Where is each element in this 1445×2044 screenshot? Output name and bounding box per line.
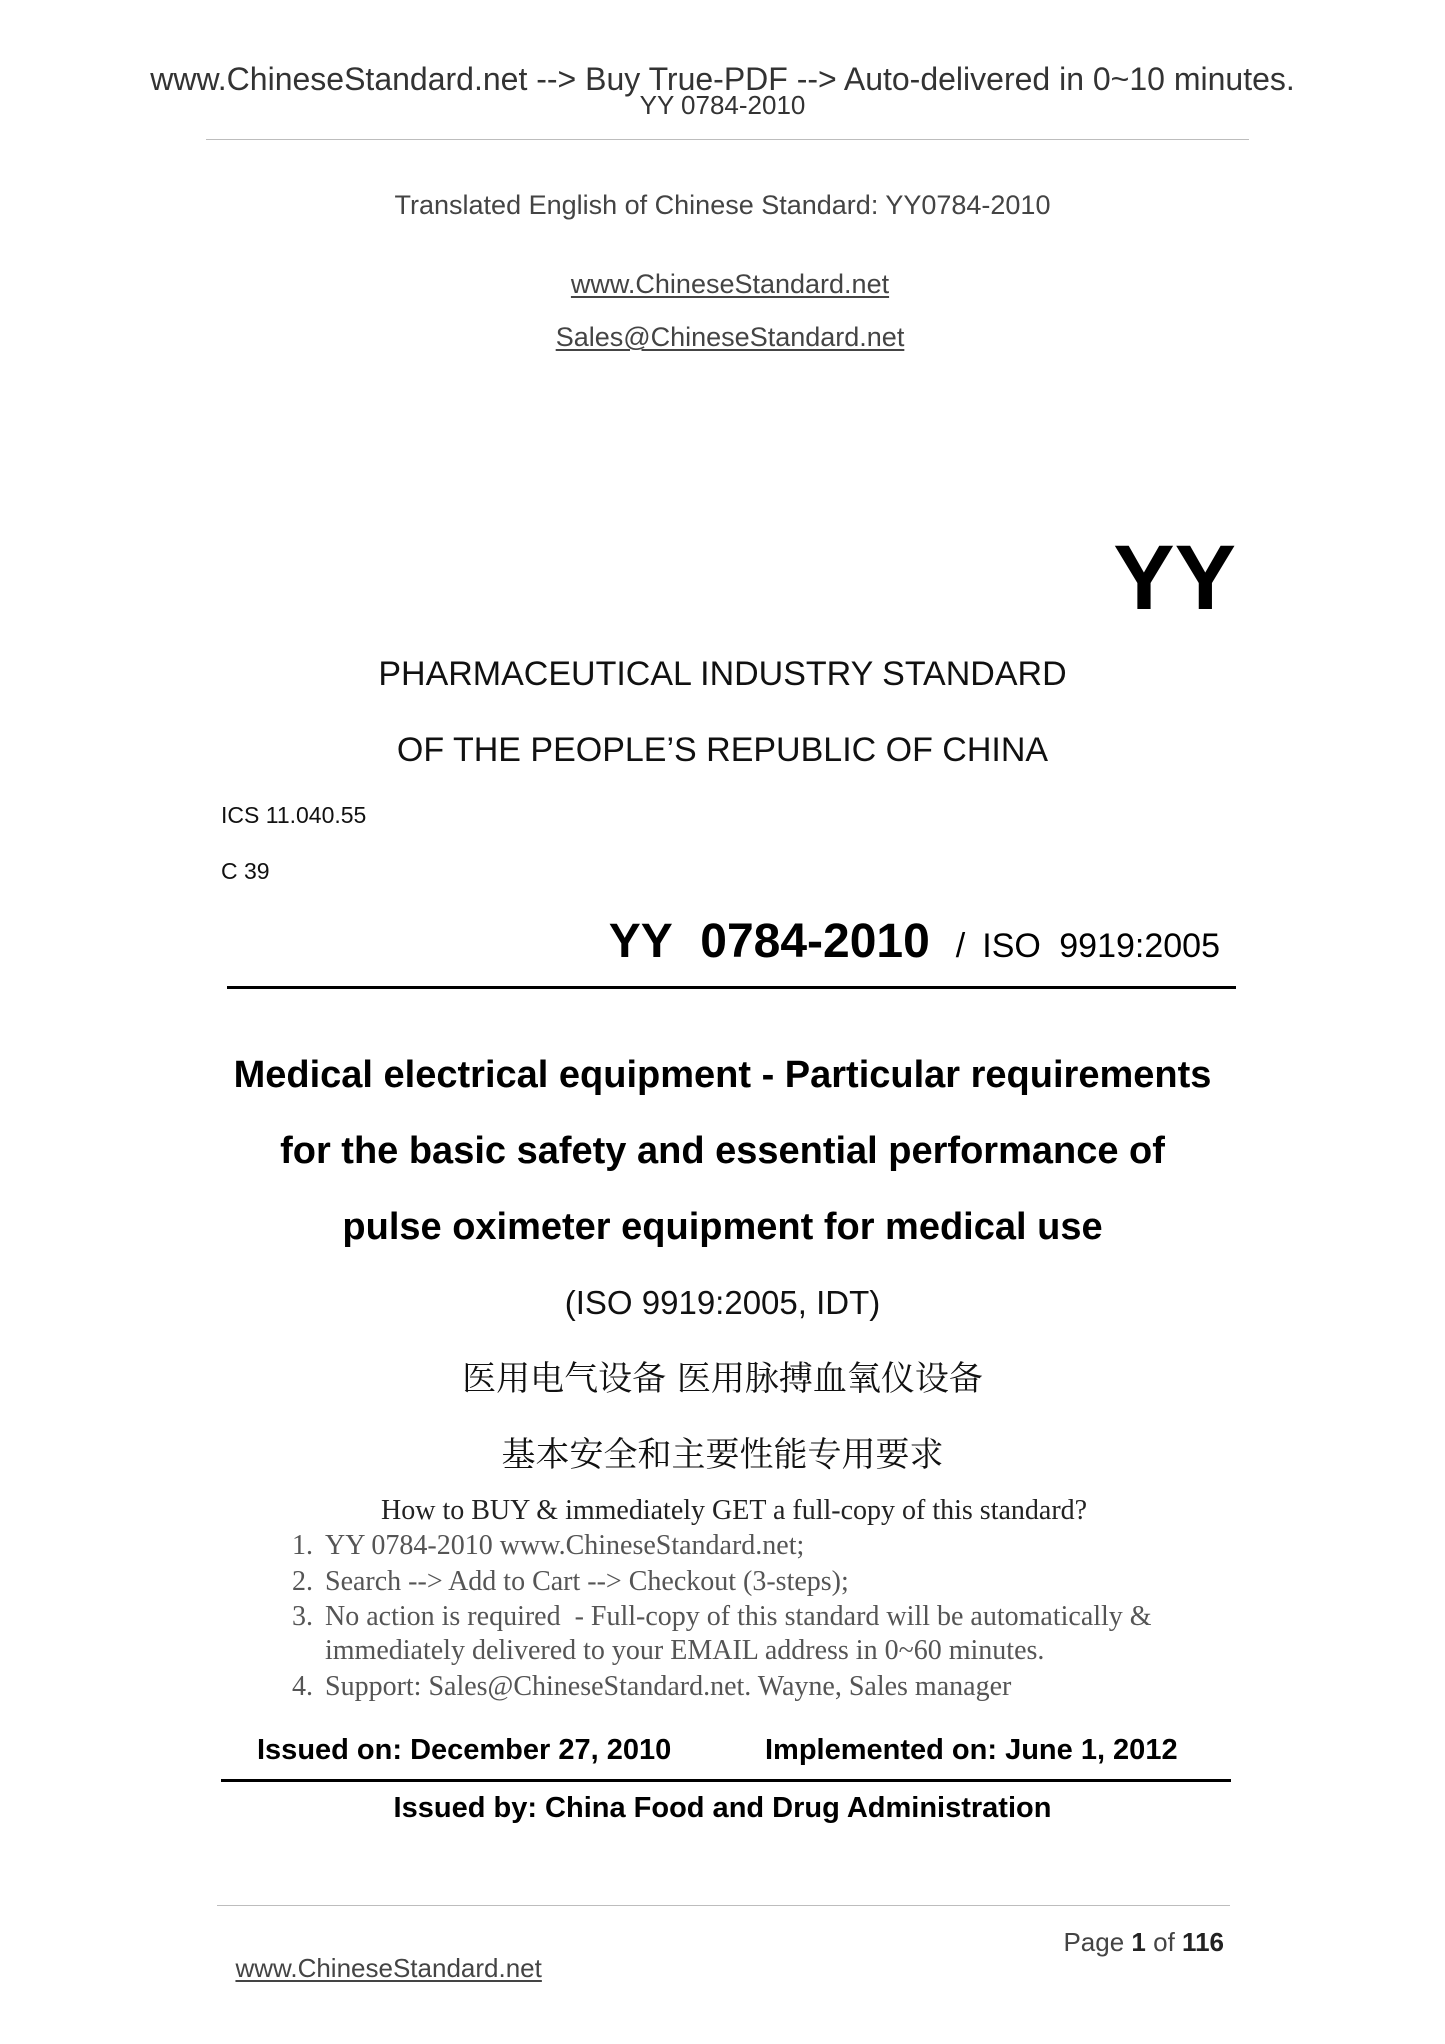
page-total: 116 [1182, 1927, 1224, 1957]
page-label: Page [1063, 1927, 1125, 1957]
translation-website-row [0, 244, 1445, 298]
ics-code: ICS 11.040.55 [221, 802, 367, 828]
org-line-2: OF THE PEOPLE’S REPUBLIC OF CHINA [396, 731, 1049, 769]
step-text: Search --> Add to Cart --> Checkout (3-steps); [325, 1566, 849, 1597]
step-number: 3. [292, 1601, 313, 1632]
chinese-title-line-1: 医用电气设备 医用脉搏血氧仪设备 [462, 1359, 983, 1399]
standard-separator: / [955, 927, 966, 965]
title-top-rule [227, 986, 1236, 989]
issuing-authority: Issued by: China Food and Drug Administration [393, 1792, 1052, 1824]
header-banner: www.ChineseStandard.net --> Buy True-PDF --> Auto-delivered in 0~10 minutes. [150, 61, 1295, 97]
step-number: 4. [292, 1671, 313, 1702]
step-number: 1. [292, 1530, 313, 1561]
step-number: 2. [292, 1566, 313, 1597]
document-title-line-1: Medical electrical equipment - Particular requirements [233, 1054, 1212, 1096]
issued-date: Issued on: December 27, 2010 [257, 1734, 672, 1766]
page-indicator [1063, 1929, 1224, 1955]
header-doc-code: YY 0784-2010 [639, 90, 806, 120]
document-title-line-2: for the basic safety and essential performance of [280, 1130, 1165, 1172]
footer-divider [217, 1905, 1230, 1906]
page-of: of [1153, 1927, 1175, 1957]
chinese-title-line-2: 基本安全和主要性能专用要求 [501, 1435, 944, 1475]
translation-note: Translated English of Chinese Standard: YY0784-2010 [394, 190, 1051, 220]
translation-email-row [0, 297, 1445, 351]
footer-website-row [221, 1929, 542, 1981]
website-link[interactable]: www.ChineseStandard.net [570, 269, 890, 299]
adoption-note: (ISO 9919:2005, IDT) [564, 1284, 881, 1321]
purchase-question: How to BUY & immediately GET a full-copy of this standard? [381, 1495, 1088, 1526]
ccs-code: C 39 [221, 858, 270, 884]
page-current: 1 [1131, 1927, 1146, 1957]
header-divider [206, 139, 1249, 140]
step-text: Support: Sales@ChineseStandard.net. Wayne, Sales manager [325, 1671, 1012, 1702]
document-title-line-3: pulse oximeter equipment for medical use [342, 1206, 1103, 1248]
standard-number: YY 0784-2010 [608, 915, 930, 968]
footer-website-link[interactable]: www.ChineseStandard.net [235, 1953, 542, 1983]
standard-number-row [608, 915, 1220, 968]
org-line-1: PHARMACEUTICAL INDUSTRY STANDARD [378, 655, 1067, 693]
email-link[interactable]: Sales@ChineseStandard.net [555, 322, 905, 352]
step-text-continued: immediately delivered to your EMAIL address in 0~60 minutes. [325, 1635, 1045, 1666]
step-text: YY 0784-2010 www.ChineseStandard.net; [325, 1530, 805, 1561]
implemented-date: Implemented on: June 1, 2012 [765, 1734, 1178, 1766]
dates-rule [221, 1779, 1231, 1782]
standard-category-mark: YY [1113, 527, 1236, 629]
step-text: No action is required - Full-copy of this standard will be automatically & [325, 1601, 1152, 1632]
iso-number: ISO 9919:2005 [982, 927, 1220, 965]
